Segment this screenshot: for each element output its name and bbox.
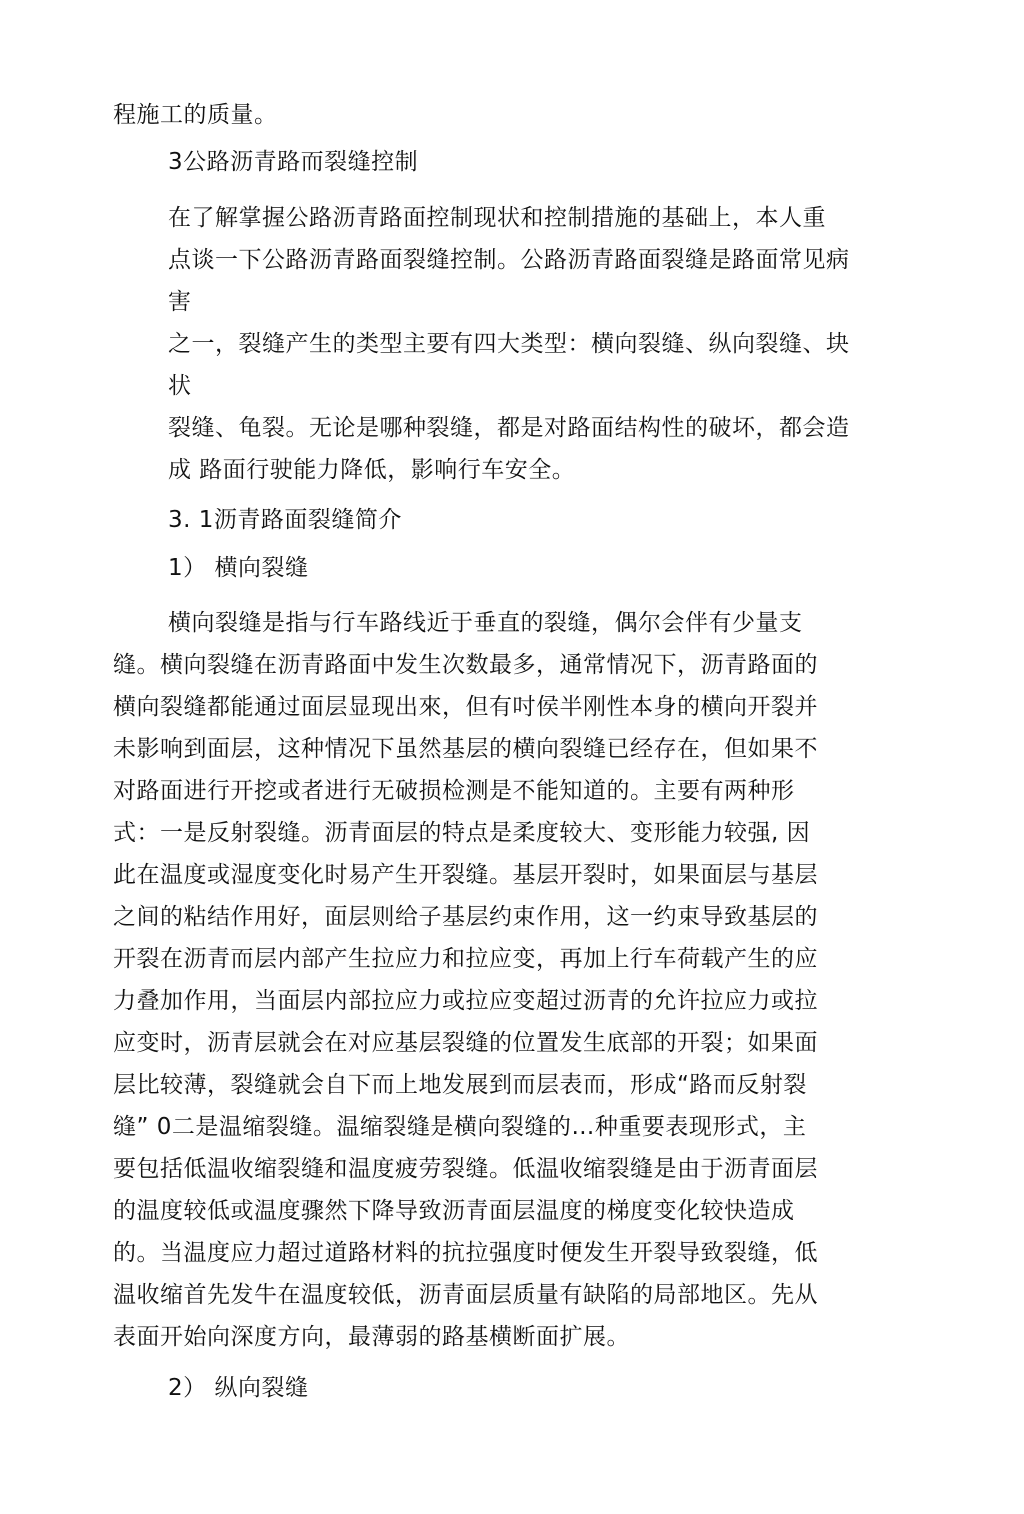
body-line: 对路面进行开挖或者进行无破损检测是不能知道的。主要有两种形 (113, 778, 795, 804)
body-line: 层比较薄，裂缝就会自下而上地发展到而层表而，形成“路而反射裂 (113, 1072, 807, 1098)
body-line: 此在温度或湿度变化时易产生开裂缝。基层开裂时，如果面层与基层 (113, 862, 818, 888)
paragraph-fragment: 程施工的质量。 (113, 102, 278, 128)
body-line: 缝。横向裂缝在沥青路面中发生次数最多，通常情况下，沥青路面的 (113, 652, 818, 678)
intro-line: 害 (168, 289, 192, 315)
subsection-heading-2: 2） 纵向裂缝 (168, 1375, 309, 1401)
body-line: 缝” 0二是温缩裂缝。温缩裂缝是横向裂缝的…种重要表现形式，主 (113, 1114, 807, 1140)
intro-line: 点谈一下公路沥青路面裂缝控制。公路沥青路面裂缝是路面常见病 (168, 247, 850, 273)
subsection-heading-1: 1） 横向裂缝 (168, 555, 309, 581)
body-line: 横向裂缝是指与行车路线近于垂直的裂缝，偶尔会伴有少量支 (168, 610, 803, 636)
section-heading-3: 3公路沥青路而裂缝控制 (168, 149, 419, 175)
body-line: 之间的粘结作用好，面层则给子基层约束作用，这一约束导致基层的 (113, 904, 818, 930)
intro-line: 成 路面行驶能力降低，影响行车安全。 (168, 457, 576, 483)
body-line: 的。当温度应力超过道路材料的抗拉强度时便发生开裂导致裂缝，低 (113, 1240, 818, 1266)
body-line: 的温度较低或温度骤然下降导致沥青面层温度的梯度变化较快造成 (113, 1198, 795, 1224)
intro-line: 裂缝、龟裂。无论是哪种裂缝，都是对路面结构性的破坏，都会造 (168, 415, 850, 441)
intro-line: 在了解掌握公路沥青路面控制现状和控制措施的基础上，本人重 (168, 205, 826, 231)
body-line: 表面开始向深度方向，最薄弱的路基横断面扩展。 (113, 1324, 630, 1350)
intro-line: 状 (168, 373, 192, 399)
body-line: 式：一是反射裂缝。沥青面层的特点是柔度较大、变形能力较强, 因 (113, 820, 811, 846)
body-line: 力叠加作用，当面层内部拉应力或拉应变超过沥青的允许拉应力或拉 (113, 988, 818, 1014)
body-line: 温收缩首先发牛在温度较低，沥青面层质量有缺陷的局部地区。先从 (113, 1282, 818, 1308)
body-line: 未影响到面层，这种情况下虽然基层的横向裂缝已经存在，但如果不 (113, 736, 818, 762)
body-line: 横向裂缝都能通过面层显现出來，但有吋侯半刚性本身的横向开裂并 (113, 694, 818, 720)
body-line: 开裂在沥青而层内部产生拉应力和拉应变，再加上行车荷载产生的应 (113, 946, 818, 972)
body-line: 应变时，沥青层就会在对应基层裂缝的位置发生底部的开裂；如果面 (113, 1030, 818, 1056)
intro-line: 之一，裂缝产生的类型主要有四大类型：横向裂缝、纵向裂缝、块 (168, 331, 850, 357)
section-heading-3-1: 3. 1沥青路面裂缝简介 (168, 507, 402, 533)
body-line: 要包括低温收缩裂缝和温度疲劳裂缝。低温收缩裂缝是由于沥青面层 (113, 1156, 818, 1182)
